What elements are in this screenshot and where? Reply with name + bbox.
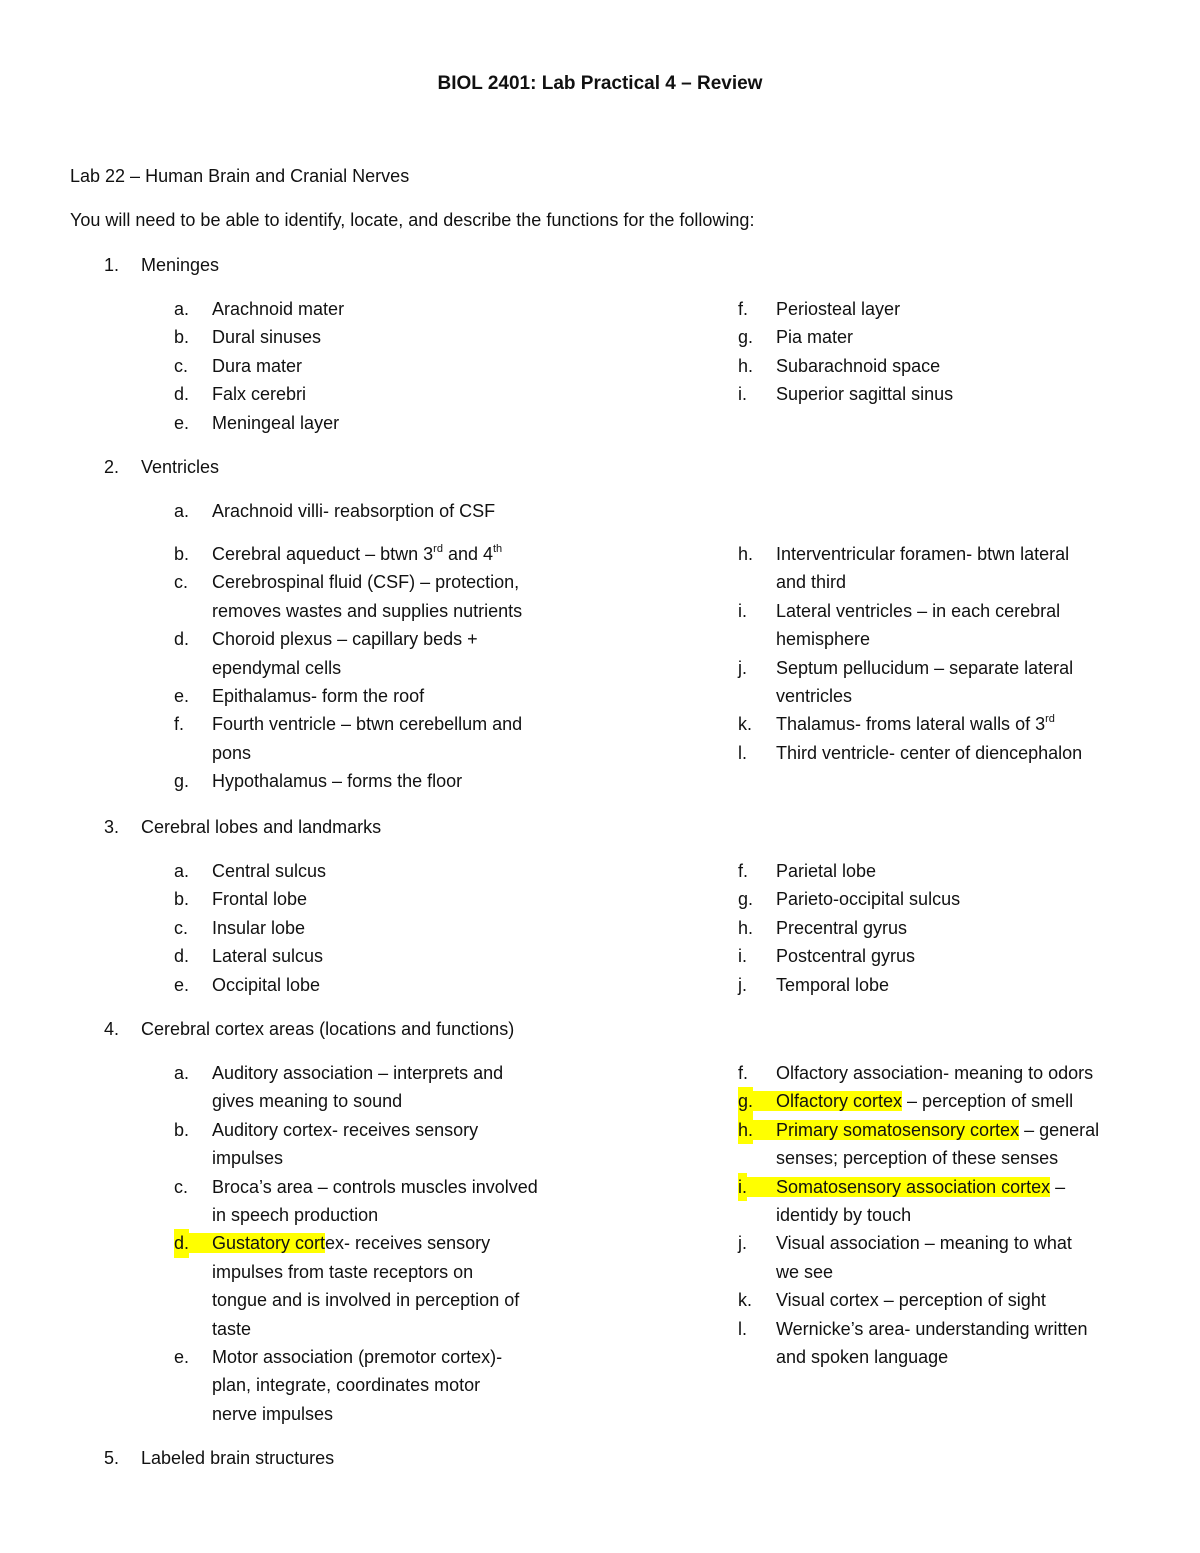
section-number: 2. [104, 457, 120, 477]
list-item: c. Cerebrospinal fluid (CSF) – protection, removes wastes and supplies nutrients [174, 572, 523, 621]
list-item: d. Falx cerebri [174, 384, 307, 405]
list-item: f. Periosteal layer [738, 299, 901, 319]
list-item: e. Motor association (premotor cortex)- plan, integrate, coordinates motor nerve impulses [174, 1347, 503, 1424]
highlighted-term: Somatosensory association cortex [738, 1177, 1050, 1197]
cortex-list-left [174, 1059, 574, 1428]
section-title-cortex-areas: Cerebral cortex areas (locations and functions) [141, 1019, 515, 1039]
list-item-highlighted: i. Somatosensory association cortex – identidy by touch [738, 1173, 1138, 1230]
list-item: j. Septum pellucidum – separate lateral ventricles [738, 657, 1074, 707]
list-item: c. Dura mater [174, 355, 303, 376]
list-item: a. Arachnoid mater [174, 299, 345, 319]
list-item: a. Arachnoid villi- reabsorption of CSF [174, 501, 496, 521]
section-number: 3. [104, 817, 120, 837]
list-item: g. Pia mater [738, 327, 854, 348]
list-item: c. Broca’s area – controls muscles involved in speech production [174, 1176, 538, 1226]
list-item: j. Visual association – meaning to what we see [738, 1233, 1072, 1282]
list-item: i. Lateral ventricles – in each cerebral hemisphere [738, 600, 1061, 650]
lobes-list-left [174, 857, 574, 999]
list-item: b. Dural sinuses [174, 327, 322, 348]
list-item: c. Insular lobe [174, 917, 306, 938]
list-item: b. Cerebral aqueduct – btwn 3rd and 4th [174, 543, 503, 564]
list-item: b. Auditory cortex- receives sensory impulses [174, 1119, 479, 1169]
list-item: a. Auditory association – interprets and gives meaning to sound [174, 1063, 504, 1112]
meninges-list-right [738, 295, 1138, 409]
list-item: d. Choroid plexus – capillary beds + ependymal cells [174, 629, 478, 678]
section-title-meninges: Meninges [141, 255, 220, 275]
highlighted-term: Olfactory cortex [738, 1091, 902, 1111]
ventricles-list-right [738, 540, 1138, 767]
list-item: e. Meningeal layer [174, 412, 340, 433]
list-item: d. Lateral sulcus [174, 946, 324, 967]
meninges-list-left [174, 295, 574, 437]
list-item: g. Parieto-occipital sulcus [738, 889, 961, 910]
list-item: i. Postcentral gyrus [738, 946, 916, 967]
highlighted-term: Gustatory cort [174, 1233, 325, 1253]
list-item-highlighted: d. Gustatory cortex- receives sensory impulses from taste receptors on tongue and is involved in perception of taste [174, 1229, 574, 1343]
instructions-text: You will need to be able to identify, locate, and describe the functions for the following: [70, 210, 755, 230]
section-title-lobes: Cerebral lobes and landmarks [141, 817, 382, 837]
list-item: h. Interventricular foramen- btwn lateral and third [738, 544, 1070, 593]
list-item: h. Subarachnoid space [738, 355, 941, 376]
ventricles-list-left [174, 540, 574, 796]
lab-heading: Lab 22 – Human Brain and Cranial Nerves [70, 166, 410, 186]
list-item: e. Occipital lobe [174, 974, 321, 995]
list-item: j. Temporal lobe [738, 974, 890, 995]
list-item: f. Fourth ventricle – btwn cerebellum and pons [174, 714, 523, 763]
list-item: l. Third ventricle- center of diencephalon [738, 742, 1083, 763]
section-title-ventricles: Ventricles [141, 457, 220, 477]
list-item: f. Olfactory association- meaning to odors [738, 1063, 1094, 1083]
list-item: e. Epithalamus- form the roof [174, 686, 425, 707]
cortex-list-right [738, 1059, 1138, 1371]
section-number: 4. [104, 1019, 120, 1039]
list-item: i. Superior sagittal sinus [738, 384, 954, 405]
list-item: l. Wernicke’s area- understanding written and spoken language [738, 1318, 1088, 1368]
list-item-highlighted: h. Primary somatosensory cortex – general senses; perception of these senses [738, 1116, 1138, 1173]
page-title: BIOL 2401: Lab Practical 4 – Review [437, 73, 763, 94]
list-item: h. Precentral gyrus [738, 917, 908, 938]
list-item: b. Frontal lobe [174, 889, 308, 910]
section-number: 5. [104, 1448, 120, 1468]
section-title-labeled-structures: Labeled brain structures [141, 1448, 335, 1468]
list-item: g. Hypothalamus – forms the floor [174, 771, 463, 792]
list-item: k. Visual cortex – perception of sight [738, 1290, 1046, 1311]
list-item: k. Thalamus- froms lateral walls of 3rd [738, 713, 1055, 735]
list-item-highlighted: g. Olfactory cortex – perception of smell [738, 1087, 1138, 1115]
lobes-list-right [738, 857, 1138, 999]
highlighted-term: Primary somatosensory cortex [738, 1120, 1019, 1140]
list-item: a. Central sulcus [174, 861, 327, 881]
section-number: 1. [104, 255, 120, 275]
list-item: f. Parietal lobe [738, 861, 877, 881]
ventricles-first-item [174, 497, 574, 525]
